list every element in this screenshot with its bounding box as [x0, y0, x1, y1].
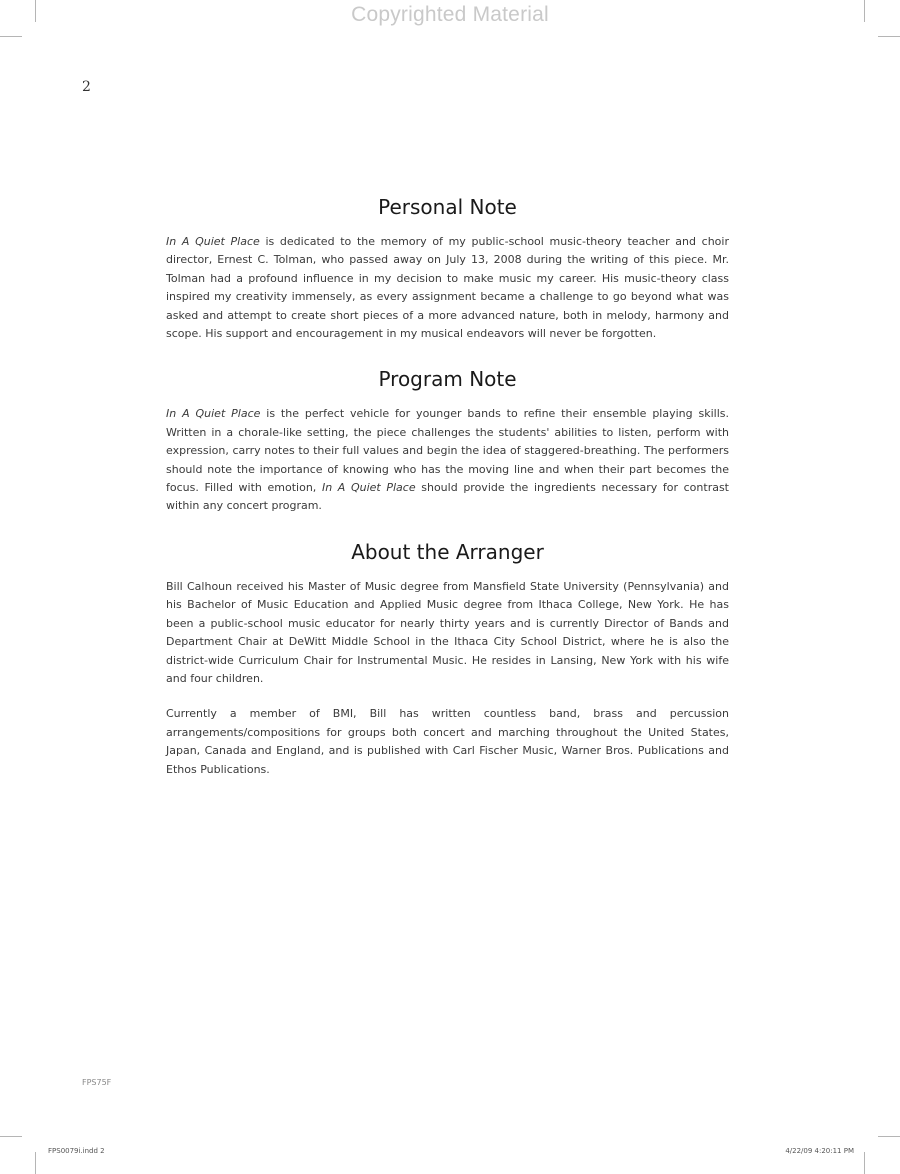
personal-note-paragraph — [166, 233, 729, 343]
title-italic: In A Quiet Place — [321, 481, 416, 495]
paragraph-text: is the perfect vehicle for younger bands to refine their ensemble playing skills. Written in a chorale-like setting, the piece challenges the students' abilities to listen, perform with expression, carry notes to their full values and begin the idea of staggered-breathing. The performers should note the importance of knowing who has the moving line and when their part becomes the focus. Filled with emotion, — [166, 407, 729, 495]
page-content — [166, 193, 729, 779]
arranger-paragraph-2: Currently a member of BMI, Bill has written countless band, brass and percussion arrangements/compositions for groups both concert and marching throughout the United States, Japan, Canada and England, and is published with Carl Fischer Music, Warner Bros. Publications and Ethos Publications. — [166, 707, 729, 776]
title-italic: In A Quiet Place — [166, 235, 260, 248]
arranger-paragraph-1: Bill Calhoun received his Master of Music degree from Mansfield State University (Pennsylvania) and his Bachelor of Music Education and Applied Music degree from Ithaca College, New York. He has been a public-school music educator for nearly thirty years and is currently Director of Bands and Department Chair at DeWitt Middle School in the Ithaca City School District, where he is also the district-wide Curriculum Chair for Instrumental Music. He resides in Lansing, New York with his wife and four children. — [166, 579, 729, 685]
crop-mark-top-left-v — [35, 0, 36, 22]
crop-mark-bottom-right-h — [878, 1136, 900, 1137]
paragraph-text: should provide the ingredients necessary for contrast within any concert program. — [166, 481, 729, 513]
print-slug-timestamp: 4/22/09 4:20:11 PM — [785, 1147, 854, 1155]
crop-mark-top-left-h — [0, 36, 22, 37]
crop-mark-bottom-left-h — [0, 1136, 22, 1137]
title-italic: In A Quiet Place — [166, 407, 261, 421]
personal-note-section — [166, 193, 729, 343]
page-number: 2 — [82, 79, 91, 95]
crop-mark-top-right-h — [878, 36, 900, 37]
footer-catalog-code: FPS75F — [82, 1078, 112, 1087]
crop-mark-bottom-right-v — [864, 1152, 865, 1174]
crop-mark-bottom-left-v — [35, 1152, 36, 1174]
program-note-paragraph — [166, 405, 729, 515]
program-note-heading: Program Note — [378, 367, 517, 392]
paragraph-text: is dedicated to the memory of my public-school music-theory teacher and choir director, Ernest C. Tolman, who passed away on July 13, 2008 during the writing of this piece. Mr. Tolman had a profound influence in my decision to make music my career. His music-theory class inspired my creativity immensely, as every assignment became a challenge to go beyond what was asked and attempt to create short pieces of a more advanced nature, both in melody, harmony and scope. His support and encouragement in my musical endeavors will never be forgotten. — [166, 235, 729, 341]
program-note-section — [166, 365, 729, 515]
copyright-watermark: Copyrighted Material — [351, 3, 549, 26]
about-arranger-section — [166, 538, 729, 779]
about-arranger-heading: About the Arranger — [351, 539, 544, 564]
print-slug-filename: FPS0079i.indd 2 — [48, 1147, 105, 1155]
personal-note-heading: Personal Note — [378, 195, 517, 219]
crop-mark-top-right-v — [864, 0, 865, 22]
